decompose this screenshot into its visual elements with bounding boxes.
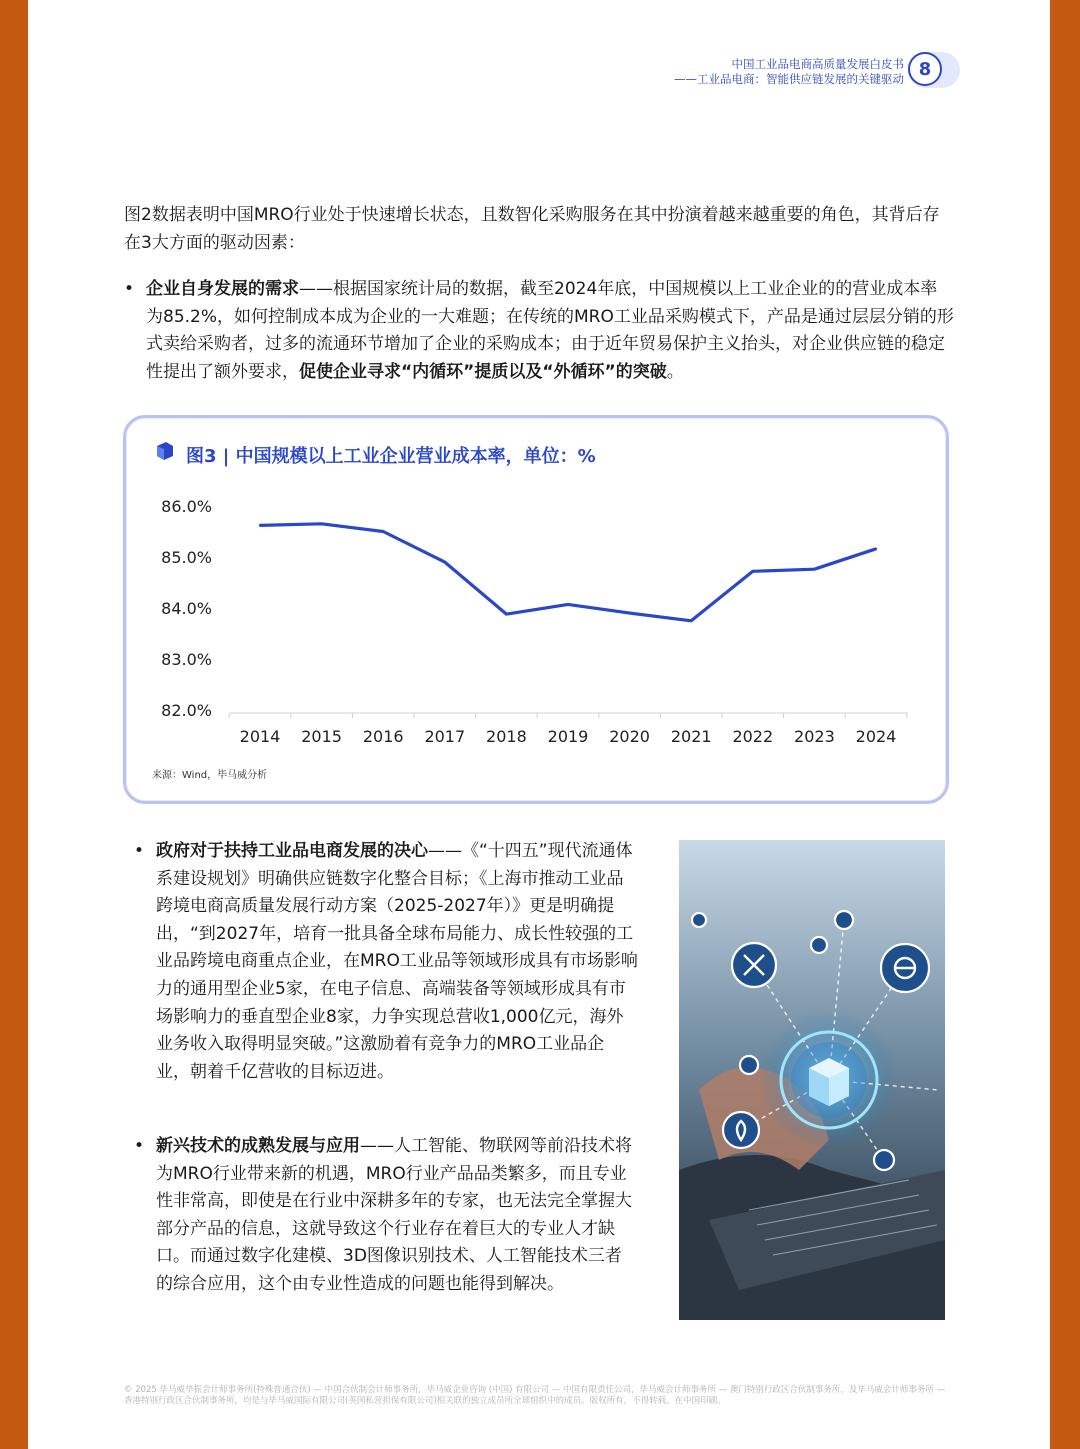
chart-source: 来源：Wind，毕马威分析 <box>152 770 268 781</box>
bullet-body: ——根据国家统计局的数据，截至2024年底，中国规模以上工业企业的的营业成本率为85.2%，如何控制成本成为企业的一大难题；在传统的MRO工业品采购模式下，产品是通过层层分销的形式卖给采购者，过多的流通环节增加了企业的采购成本；由于近年贸易保护主义抬头，对企业供应链的稳定性提出了额外要求， <box>146 279 954 382</box>
y-tick-label: 84.0% <box>161 599 212 618</box>
data-point <box>690 620 692 622</box>
data-point <box>505 613 507 615</box>
bullet-emphasis: 促使企业寻求“内循环”提质以及“外循环”的突破 <box>299 361 667 382</box>
bullet-marker: • <box>124 279 135 299</box>
bullet-government-support <box>134 838 638 1086</box>
line-chart <box>126 418 946 801</box>
x-tick-label: 2016 <box>362 727 404 746</box>
data-point <box>628 612 630 614</box>
x-tick-label: 2020 <box>609 727 650 746</box>
copyright-footer: © 2025 毕马威华振会计师事务所(特殊普通合伙) — 中国合伙制会计师事务所，毕马威企业咨询 (中国) 有限公司 — 中国有限责任公司，毕马威会计师事务所 — 澳门特别行政区合伙制事务所，及毕马威会计师事务所 — 香港特别行政区合伙制事务所，均是与毕马威国际有限公司(英国私营担保有限公司)相关联的独立成员所全球组织中的成员。版权所有，不得转载。在中国印刷。 <box>124 1385 946 1406</box>
bullet-title: 企业自身发展的需求 <box>146 279 299 299</box>
data-point <box>875 548 877 550</box>
bullet-marker: • <box>134 1136 145 1156</box>
intro-paragraph: 图2数据表明中国MRO行业处于快速增长状态，且数智化采购服务在其中扮演着越来越重要的角色，其背后存在3大方面的驱动因素： <box>124 205 940 253</box>
data-point <box>444 561 446 563</box>
data-point <box>382 530 384 532</box>
bullet-emerging-technology <box>134 1133 638 1299</box>
y-tick-label: 82.0% <box>161 701 212 720</box>
document-header <box>674 57 904 87</box>
page-number: 8 <box>908 52 942 86</box>
y-tick-label: 85.0% <box>161 548 212 567</box>
x-tick-label: 2018 <box>486 727 527 746</box>
y-tick-label: 86.0% <box>161 497 212 516</box>
x-tick-label: 2019 <box>547 727 589 746</box>
bullet-tail: 。 <box>666 361 684 382</box>
series-line <box>260 524 876 621</box>
bullet-title: 新兴技术的成熟发展与应用 <box>156 1136 360 1156</box>
bullet-body: ——人工智能、物联网等前沿技术将为MRO行业带来新的机遇，MRO行业产品品类繁多，而且专业性非常高，即使是在行业中深耕多年的专家，也无法完全掌握大部分产品的信息，这就导致这个行业存在着巨大的专业人才缺口。而通过数字化建模、3D图像识别技术、人工智能技术三者的综合应用，这个由专业性造成的问题也能得到解决。 <box>156 1136 632 1294</box>
tech-network-image <box>679 840 945 1320</box>
document-page <box>28 0 1050 1449</box>
data-point <box>567 603 569 605</box>
data-point <box>259 524 261 526</box>
x-tick-label: 2015 <box>301 727 342 746</box>
bullet-enterprise-demand <box>124 276 954 386</box>
page-number-pill <box>908 52 960 88</box>
data-point <box>813 568 815 570</box>
bullet-body: ——《“十四五”现代流通体系建设规划》明确供应链数字化整合目标；《上海市推动工业品跨境电商高质量发展行动方案（2025-2027年）》更是明确提出，“到2027年，培育一批具备全球布局能力、成长性较强的工业品跨境电商重点企业，在MRO工业品等领域形成具有市场影响力的通用型企业5家，在电子信息、高端装备等领域形成具有市场影响力的垂直型企业8家，力争实现总营收1,000亿元，海外业务收入取得明显突破。”这激励着有竞争力的MRO工业品企业，朝着千亿营收的目标迈进。 <box>156 841 638 1082</box>
technology-illustration <box>679 840 945 1320</box>
x-tick-label: 2014 <box>239 727 281 746</box>
y-tick-label: 83.0% <box>161 650 212 669</box>
bullet-marker: • <box>134 841 145 861</box>
x-tick-label: 2022 <box>732 727 774 746</box>
chart-title: 图3 | 中国规模以上工业企业营业成本率，单位：% <box>186 446 596 467</box>
chart-card <box>123 415 949 804</box>
x-tick-label: 2017 <box>424 727 466 746</box>
x-tick-label: 2023 <box>794 727 835 746</box>
header-subtitle: ——工业品电商：智能供应链发展的关键驱动 <box>674 72 904 86</box>
bullet-title: 政府对于扶持工业品电商发展的决心 <box>156 841 428 861</box>
data-point <box>320 523 322 525</box>
header-title: 中国工业品电商高质量发展白皮书 <box>731 57 904 71</box>
data-point <box>752 570 754 572</box>
x-tick-label: 2024 <box>855 727 897 746</box>
x-tick-label: 2021 <box>670 727 712 746</box>
